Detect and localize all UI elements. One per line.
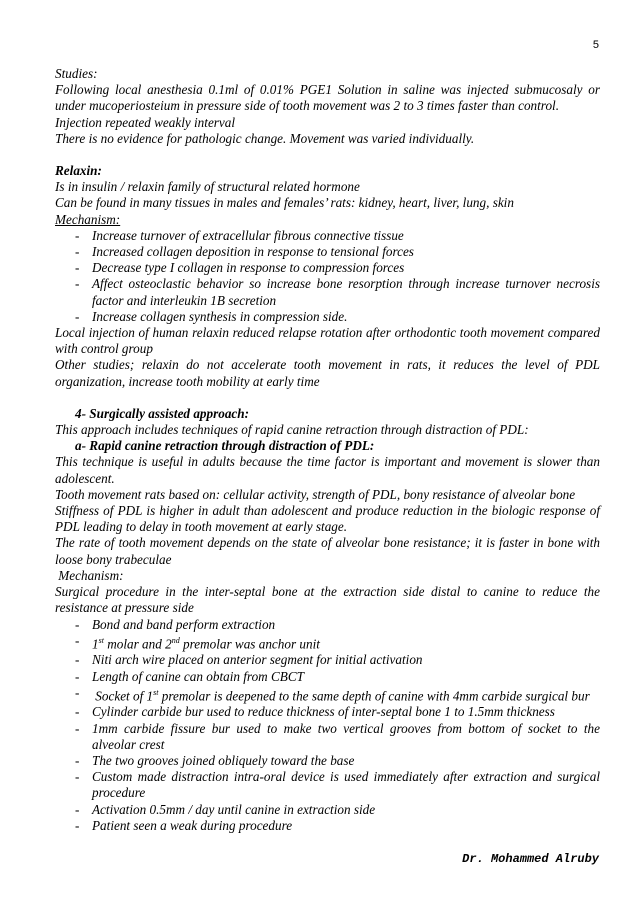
list-item: - Custom made distraction intra-oral device is used immediately after extraction and surgical procedure — [92, 769, 600, 801]
relaxin-after-line: Other studies; relaxin do not accelerate tooth movement in rats, it reduces the level of PDL organization, increase tooth mobility at early time — [55, 357, 600, 389]
surgical-line: This technique is useful in adults because the time factor is important and movement is slower than adolescent. — [55, 454, 600, 486]
relaxin-heading: Relaxin: — [55, 163, 102, 179]
list-item: - Increased collagen deposition in response to tensional forces — [92, 244, 600, 260]
list-item: - Socket of 1st premolar is deepened to the same depth of canine with 4mm carbide surgical bur — [92, 685, 600, 705]
list-item: - Patient seen a weak during procedure — [92, 818, 600, 834]
page-number: 5 — [592, 39, 599, 51]
relaxin-mechanism-list — [55, 228, 600, 325]
relaxin-line: Is in insulin / relaxin family of structural related hormone — [55, 179, 360, 195]
list-item: - Niti arch wire placed on anterior segment for initial activation — [92, 652, 600, 668]
studies-line: Following local anesthesia 0.1ml of 0.01% PGE1 Solution in saline was injected submucosaly or under mucoperiosteium in pressure side of tooth movement was 2 to 3 times faster than control. — [55, 82, 600, 114]
surgical-sub-heading: a- Rapid canine retraction through distraction of PDL: — [75, 438, 375, 454]
list-item: - Affect osteoclastic behavior so increase bone resorption through increase turnover necrosis factor and interleukin 1B secretion — [92, 276, 600, 308]
surgical-mechanism-label: Mechanism: — [55, 567, 124, 583]
relaxin-after-line: Local injection of human relaxin reduced relapse rotation after orthodontic tooth movement compared with control group — [55, 325, 600, 357]
studies-line: There is no evidence for pathologic change. Movement was varied individually. — [55, 130, 475, 146]
studies-heading: Studies: — [55, 66, 98, 81]
surgical-line: Stiffness of PDL is higher in adult than adolescent and produce reduction in the biologic response of PDL leading to delay in tooth movement at early stage. — [55, 503, 600, 535]
surgical-line: The rate of tooth movement depends on the state of alveolar bone resistance; it is faster in bone with loose bony trabeculae — [55, 535, 600, 567]
list-item: - Bond and band perform extraction — [92, 617, 600, 633]
document-body — [55, 66, 600, 834]
list-item: - Increase turnover of extracellular fibrous connective tissue — [92, 228, 600, 244]
list-item: - The two grooves joined obliquely toward the base — [92, 753, 600, 769]
surgical-heading: 4- Surgically assisted approach: — [75, 405, 250, 421]
list-item: - Decrease type I collagen in response to compression forces — [92, 260, 600, 276]
surgical-line: Tooth movement rats based on: cellular activity, strength of PDL, bony resistance of alveolar bone — [55, 486, 576, 502]
surgical-steps-list — [55, 617, 600, 834]
list-item: - Cylinder carbide bur used to reduce thickness of inter-septal bone 1 to 1.5mm thickness — [92, 704, 600, 720]
studies-line: Injection repeated weakly interval — [55, 114, 236, 130]
surgical-mechanism-text: Surgical procedure in the inter-septal bone at the extraction side distal to canine to reduce the resistance at pressure side — [55, 584, 600, 616]
list-item: - Activation 0.5mm / day until canine in extraction side — [92, 802, 600, 818]
list-item: - 1st molar and 2nd premolar was anchor unit — [92, 633, 600, 653]
footer-author: Dr. Mohammed Alruby — [462, 852, 599, 866]
surgical-intro: This approach includes techniques of rapid canine retraction through distraction of PDL: — [55, 422, 529, 438]
list-item: - Increase collagen synthesis in compression side. — [92, 309, 600, 325]
relaxin-line: Can be found in many tissues in males and females’ rats: kidney, heart, liver, lung, skin — [55, 195, 514, 211]
list-item: - Length of canine can obtain from CBCT — [92, 669, 600, 685]
relaxin-mechanism-label: Mechanism: — [55, 211, 121, 227]
list-item: - 1mm carbide fissure bur used to make two vertical grooves from bottom of socket to the alveolar crest — [92, 721, 600, 753]
